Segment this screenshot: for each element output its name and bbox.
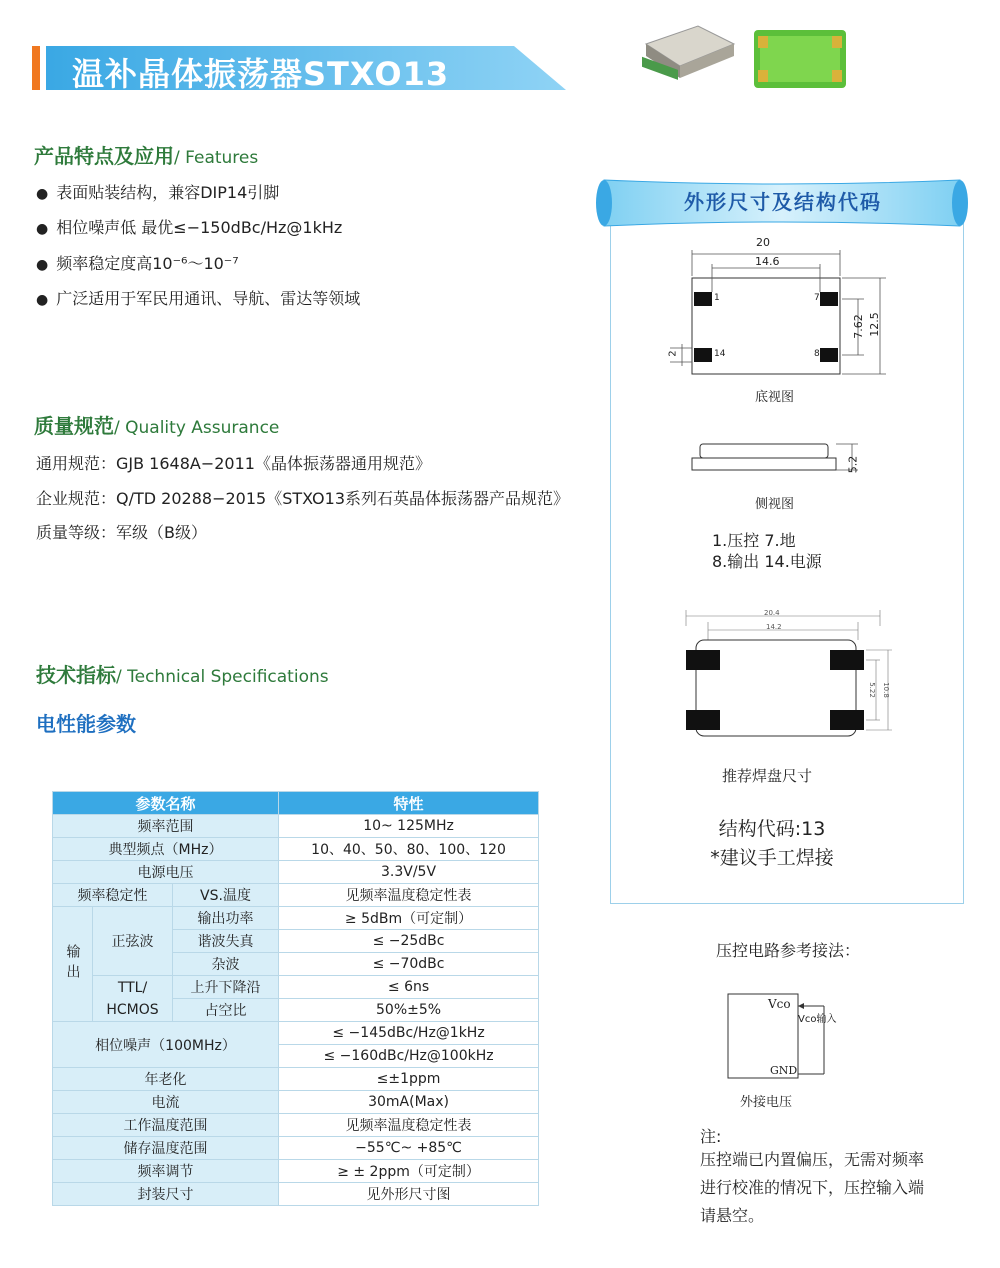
side-view-caption: 侧视图	[755, 497, 795, 512]
outline-title: 外形尺寸及结构代码	[684, 190, 882, 214]
note-label: 注:	[700, 1127, 722, 1146]
hand-solder-note: *建议手工焊接	[710, 847, 834, 869]
param-value: ≥ 5dBm（可定制）	[279, 907, 539, 930]
param-value: ≤ −145dBc/Hz@1kHz	[279, 1022, 539, 1045]
structure-code: 结构代码:13	[718, 818, 826, 840]
pad-caption: 推荐焊盘尺寸	[722, 767, 813, 785]
feature-item: ● 广泛适用于军民用通讯、导航、雷达等领域	[36, 286, 360, 309]
pin-14-label: 14	[714, 349, 726, 359]
param-name: 电源电压	[53, 861, 279, 884]
table-row	[53, 1160, 539, 1183]
page-title: 温补晶体振荡器STXO13	[72, 55, 450, 93]
quality-line: 通用规范：GJB 1648A−2011《晶体振荡器通用规范》	[36, 454, 431, 473]
param-subname: 输出功率	[173, 907, 279, 930]
dim-7-62: 7.62	[851, 314, 865, 339]
table-row	[53, 815, 539, 838]
param-value: 3.3V/5V	[279, 861, 539, 884]
ttl-label: TTL/ HCMOS	[93, 976, 173, 1022]
param-name: 典型频点（MHz）	[53, 838, 279, 861]
param-name: 年老化	[53, 1068, 279, 1091]
param-value: −55℃~ +85℃	[279, 1137, 539, 1160]
param-subname: 上升下降沿	[173, 976, 279, 999]
table-row	[53, 838, 539, 861]
param-subname: 占空比	[173, 999, 279, 1022]
param-value: 10~ 125MHz	[279, 815, 539, 838]
table-row	[53, 1068, 539, 1091]
vc-circuit-title: 压控电路参考接法：	[716, 941, 861, 960]
pin-legend-2: 8.输出 14.电源	[712, 552, 822, 571]
param-value: 50%±5%	[279, 999, 539, 1022]
table-row	[53, 1114, 539, 1137]
feature-item: ● 表面贴装结构，兼容DIP14引脚	[36, 180, 279, 203]
feature-item: ● 相位噪声低 最优≤−150dBc/Hz@1kHz	[36, 215, 342, 238]
bottom-view-drawing	[660, 236, 900, 386]
quality-line: 企业规范：Q/TD 20288−2015《STXO13系列石英晶体振荡器产品规范》	[36, 489, 570, 508]
param-value: ≥ ± 2ppm（可定制）	[279, 1160, 539, 1183]
note-line: 进行校准的情况下，压控输入端	[700, 1178, 925, 1197]
table-header-cell: 参数名称	[53, 792, 279, 815]
dim-10-8: 10.8	[881, 682, 890, 698]
external-voltage-caption: 外接电压	[740, 1095, 793, 1110]
vco-pin-label: Vco	[768, 997, 791, 1011]
features-heading: 产品特点及应用/ Features	[34, 144, 259, 168]
dim-12-5: 12.5	[867, 312, 881, 337]
table-row	[53, 861, 539, 884]
param-subname: 谐波失真	[173, 930, 279, 953]
param-value: 10、40、50、80、100、120	[279, 838, 539, 861]
param-value: ≤ −70dBc	[279, 953, 539, 976]
param-value: 30mA(Max)	[279, 1091, 539, 1114]
dim-14-2: 14.2	[766, 623, 782, 631]
quality-line: 质量等级：军级（B级）	[36, 523, 207, 542]
param-value: 见频率温度稳定性表	[279, 884, 539, 907]
product-photo-metal	[640, 22, 736, 84]
dim-20: 20	[756, 236, 770, 249]
param-name: 频率稳定性	[53, 884, 173, 907]
output-label: 输出	[53, 907, 93, 1022]
quality-heading: 质量规范/ Quality Assurance	[34, 414, 280, 438]
side-view-drawing	[686, 440, 866, 480]
dim-14-6: 14.6	[755, 255, 780, 268]
pin-legend-1: 1.压控 7.地	[712, 531, 796, 550]
title-accent-bar	[32, 46, 40, 90]
note-line: 压控端已内置偏压，无需对频率	[700, 1150, 925, 1169]
electrical-subheading: 电性能参数	[36, 712, 136, 736]
table-row	[53, 907, 539, 930]
dim-20-4: 20.4	[764, 609, 780, 617]
table-header-row	[53, 792, 539, 815]
note-line: 请悬空。	[700, 1206, 765, 1225]
param-subname: VS.温度	[173, 884, 279, 907]
table-row	[53, 1137, 539, 1160]
pin-8-label: 8	[814, 349, 820, 359]
param-name: 相位噪声（100MHz）	[53, 1022, 279, 1068]
dim-5-2: 5.2	[846, 455, 860, 474]
param-name: 储存温度范围	[53, 1137, 279, 1160]
table-row	[53, 884, 539, 907]
dim-2: 2	[667, 350, 679, 357]
param-value: 见外形尺寸图	[279, 1183, 539, 1206]
param-value: 见频率温度稳定性表	[279, 1114, 539, 1137]
param-value: ≤ 6ns	[279, 976, 539, 999]
param-name: 频率调节	[53, 1160, 279, 1183]
table-row	[53, 1022, 539, 1045]
param-name: 封装尺寸	[53, 1183, 279, 1206]
bottom-view-caption: 底视图	[755, 390, 795, 405]
param-name: 工作温度范围	[53, 1114, 279, 1137]
spec-table	[52, 791, 539, 1206]
param-value: ≤ −25dBc	[279, 930, 539, 953]
vco-input-label: Vco输入	[798, 1014, 837, 1025]
table-row	[53, 1183, 539, 1206]
product-photo-pcb	[752, 28, 848, 90]
pin-1-label: 1	[714, 293, 720, 303]
feature-item: ● 频率稳定度高10⁻⁶～10⁻⁷	[36, 251, 239, 274]
param-subname: 杂波	[173, 953, 279, 976]
table-header-cell: 特性	[279, 792, 539, 815]
table-row	[53, 976, 539, 999]
tech-heading: 技术指标/ Technical Specifications	[36, 663, 329, 687]
table-row	[53, 1091, 539, 1114]
pin-7-label: 7	[814, 293, 820, 303]
gnd-pin-label: GND	[770, 1064, 798, 1077]
sine-label: 正弦波	[93, 907, 173, 976]
param-value: ≤±1ppm	[279, 1068, 539, 1091]
param-name: 频率范围	[53, 815, 279, 838]
dim-5-22: 5.22	[867, 682, 876, 698]
param-value: ≤ −160dBc/Hz@100kHz	[279, 1045, 539, 1068]
param-name: 电流	[53, 1091, 279, 1114]
pad-layout-drawing	[680, 606, 900, 746]
